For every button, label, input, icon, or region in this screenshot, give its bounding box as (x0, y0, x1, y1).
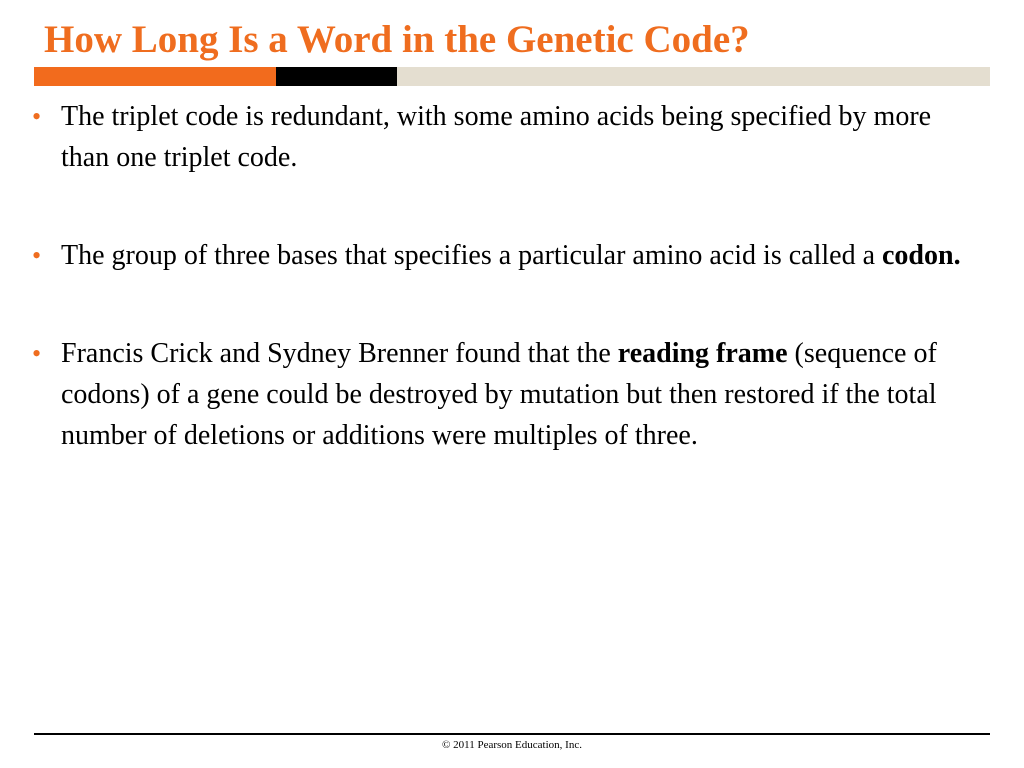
bullet-item (32, 96, 986, 178)
bullet-item (32, 235, 986, 276)
title-underline-bar (34, 67, 990, 86)
bullet-text-plain: Francis Crick and Sydney Brenner found that the (61, 338, 618, 369)
bullet-text-bold-term: reading frame (617, 338, 788, 369)
title-bar-beige-segment (397, 67, 990, 86)
bullet-text (61, 338, 937, 451)
bullet-text (61, 101, 931, 173)
footer-divider (34, 733, 990, 735)
bullet-text-plain: The group of three bases that specifies a particular amino acid is called a (61, 240, 882, 271)
copyright-footer: © 2011 Pearson Education, Inc. (442, 739, 582, 751)
bullet-text (61, 240, 961, 271)
bullet-text-bold-term: codon. (882, 240, 961, 271)
bullet-marker: • (32, 339, 42, 368)
bullet-text-plain: The triplet code is redundant, with some amino acids being specified by more than one triplet code. (61, 101, 932, 173)
title-bar-orange-segment (34, 67, 276, 86)
slide-title: How Long Is a Word in the Genetic Code? (44, 18, 750, 61)
bullet-marker: • (32, 241, 42, 270)
bullet-marker: • (32, 102, 42, 131)
bullet-list (32, 96, 986, 456)
title-bar-black-segment (276, 67, 397, 86)
bullet-text-plain-continued: (sequence of codons) of a gene could be destroyed by mutation but then restored if the total number of deletions or additions were multiples of three. (61, 338, 937, 451)
bullet-item (32, 333, 986, 456)
